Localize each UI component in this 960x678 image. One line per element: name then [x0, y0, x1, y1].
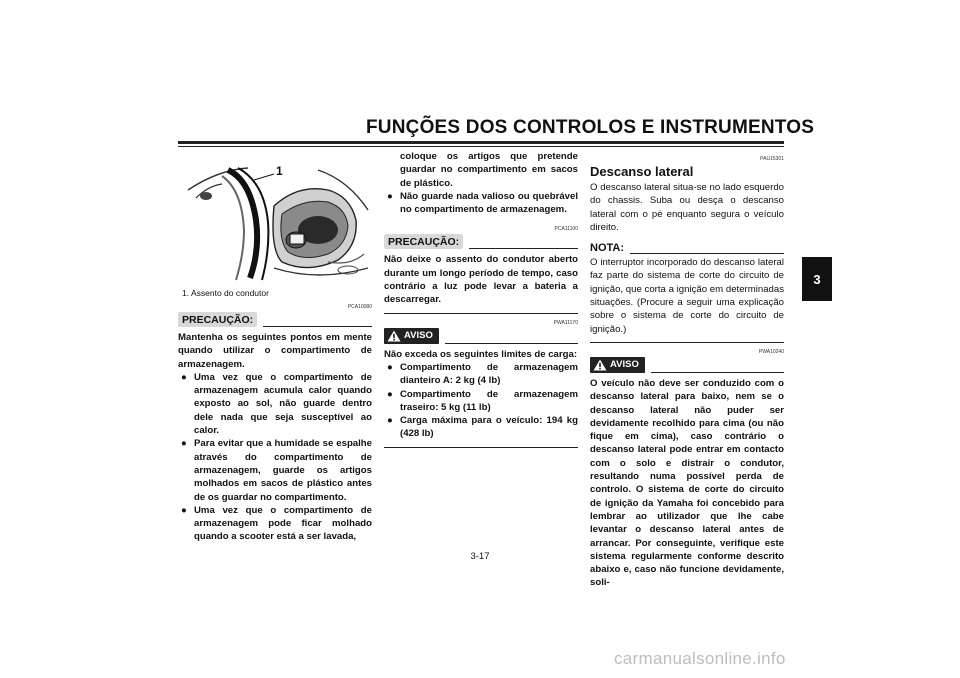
bullet-icon: ●: [387, 388, 393, 400]
bullet-icon: ●: [387, 361, 393, 373]
bullet-icon: ●: [181, 438, 187, 450]
note-heading: [590, 242, 784, 254]
caution-intro: Mantenha os seguintes pontos em mente quando utilizar o compartimento de armazenagem.: [178, 332, 372, 370]
bullet-item: ● Carga máxima para o veículo: 194 kg (428 lb): [387, 415, 578, 440]
caution-badge: PRECAUÇÃO:: [178, 312, 257, 327]
seat-illustration: [178, 150, 372, 284]
section-rule: [384, 313, 578, 314]
bullet-item: ● Compartimento de armazenagem traseiro: 5 kg (11 lb): [387, 388, 578, 413]
note-label: NOTA:: [590, 242, 625, 255]
column-left: [178, 150, 372, 544]
reference-code: PCA11100: [554, 226, 578, 233]
caution-text: Não deixe o assento do condutor aberto durante um longo período de tempo, caso contrário a luz pode levar a bateria a descarregar.: [384, 254, 578, 306]
bullet-icon: ●: [181, 504, 187, 516]
page-header-title: FUNÇÕES DOS CONTROLOS E INSTRUMENTOS: [366, 117, 815, 138]
caution-bullet-list: [178, 371, 372, 544]
warning-triangle-icon: [593, 359, 607, 371]
warning-bullet-list: [384, 361, 578, 441]
warning-rule: [445, 343, 578, 344]
section-title: Descanso lateral: [590, 164, 694, 179]
warning-rule: [651, 372, 784, 373]
bullet-item: ● Não guarde nada valioso ou quebrável no compartimento de armazenagem.: [387, 190, 578, 216]
bullet-item: ● Para evitar que a humidade se espalhe através do compartimento de armazenagem, guarde os artigos molhados em sacos de plástico antes de os guardar no compartimento.: [181, 438, 372, 503]
header-rule-thin: [178, 146, 784, 147]
bullet-item: ● Uma vez que o compartimento de armazenagem acumula calor quando exposto ao sol, não guarde dentro dele nada que seja susceptível ao calor.: [181, 371, 372, 437]
caution-rule: [263, 326, 372, 327]
warning-intro: Não exceda os seguintes limites de carga:: [384, 348, 578, 360]
bullet-icon: ●: [181, 371, 187, 383]
chapter-tab: 3: [802, 257, 832, 301]
column-right: [590, 150, 784, 590]
bullet-icon: ●: [387, 190, 393, 202]
warning-badge: AVISO: [384, 328, 439, 344]
warning-heading: [590, 357, 784, 373]
header-rule: [178, 141, 784, 144]
figure-label-1: 1: [276, 164, 283, 178]
figure-caption: 1. Assento do condutor: [182, 288, 269, 298]
warning-triangle-icon: [387, 330, 401, 342]
bullet-item: ● Compartimento de armazenagem dianteiro A: 2 kg (4 lb): [387, 361, 578, 387]
bullet-icon: ●: [387, 415, 393, 427]
seat-figure: [178, 150, 372, 284]
warning-text: O veículo não deve ser conduzido com o descanso lateral para baixo, nem se o descanso lateral não puder ser devidamente recolhido para cima (ou não fique em cima), caso contrário o descanso lateral pode entrar em contacto com o solo e distrair o condutor, resultando numa possível perda de controlo. O sistema de corte do circuito de ignição da Yamaha foi concebido para lembrar ao utilizador que lhe cabe levantar o descanso lateral antes de arrancar. Por conseguinte, verifique este sistema regularmente conforme descrito abaixo e, caso não funcione devidamente, soli-: [590, 377, 784, 589]
caution-bullet-list: [384, 190, 578, 217]
warning-badge: AVISO: [590, 357, 645, 373]
page-number: 3-17: [470, 551, 490, 562]
watermark: carmanualsonline.info: [614, 649, 786, 668]
note-rule: [630, 253, 784, 254]
caution-heading: [384, 234, 578, 249]
caution-badge: PRECAUÇÃO:: [384, 234, 463, 249]
section-rule: [590, 342, 784, 343]
reference-code: PCA10080: [347, 304, 372, 310]
caution-rule: [469, 248, 578, 249]
section-text: O descanso lateral situa-se no lado esquerdo do chassis. Suba ou desça o descanso lateral com o pé enquanto segura o veículo direito.: [590, 182, 784, 233]
note-text: O interruptor incorporado do descanso lateral faz parte do sistema de corte do circuito de ignição, que corta a ignição em determinadas situações. (Procure a seguir uma explicação sobre o sistema de corte do circuito de ignição.): [590, 257, 784, 335]
warning-heading: [384, 328, 578, 344]
section-rule: [384, 447, 578, 448]
column-middle: [384, 150, 578, 448]
bullet-item: ● Uma vez que o compartimento de armazenagem pode ficar molhado quando a scooter está a ser lavada,: [181, 504, 372, 543]
reference-code: PWA11170: [553, 319, 578, 326]
reference-code: PAU15301: [760, 156, 784, 162]
caution-heading: [178, 312, 372, 327]
bullet-continuation: coloque os artigos que pretende guardar no compartimento em sacos de plástico.: [400, 151, 578, 189]
reference-code: PWA10240: [758, 348, 784, 355]
